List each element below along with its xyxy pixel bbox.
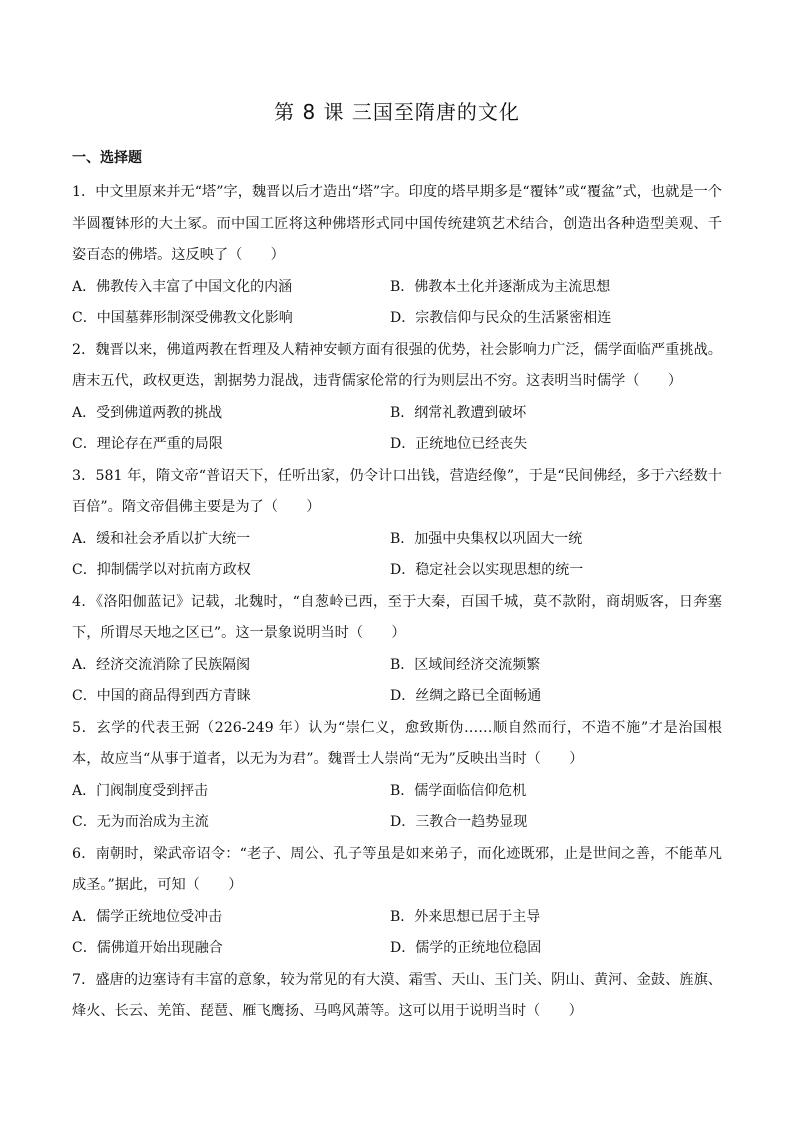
option-d: D．正统地位已经丧失 (390, 436, 528, 452)
option-grid (72, 398, 722, 461)
option-b: B．佛教本土化并逐渐成为主流思想 (390, 278, 611, 295)
question-list (72, 177, 722, 1028)
option-d: D．宗教信仰与民众的生活紧密相连 (390, 310, 612, 326)
option-d: D．稳定社会以实现思想的统一 (390, 562, 584, 578)
option-grid (72, 650, 722, 713)
option-c: C．中国的商品得到西方青睐 (72, 688, 251, 704)
option-a: A．经济交流消除了民族隔阂 (72, 656, 251, 673)
question-7 (72, 965, 722, 1028)
option-a: A．儒学正统地位受冲击 (72, 908, 223, 925)
option-grid (72, 776, 722, 839)
option-b: B．纲常礼教遭到破坏 (390, 404, 527, 421)
option-a: A．门阀制度受到抨击 (72, 782, 209, 799)
question-stem: 1．中文里原来并无“塔”字，魏晋以后才造出“塔”字。印度的塔早期多是“覆钵”或“覆盆”式，也就是一个半圆覆钵形的大土冢。而中国工匠将这种佛塔形式同中国传统建筑艺术结合，创造出各种造型美观、千姿百态的佛塔。这反映了（ ） (72, 184, 722, 263)
question-stem: 6．南朝时，梁武帝诏令：“老子、周公、孔子等虽是如来弟子，而化迹既邪，止是世间之善，不能革凡成圣。”据此，可知（ ） (72, 845, 722, 893)
option-d: D．儒学的正统地位稳固 (390, 940, 542, 956)
option-c: C．中国墓葬形制深受佛教文化影响 (72, 310, 293, 326)
option-b: B．加强中央集权以巩固大一统 (390, 530, 583, 547)
option-c: C．抑制儒学以对抗南方政权 (72, 562, 251, 578)
option-b: B．区域间经济交流频繁 (390, 656, 541, 673)
document-page (72, 96, 722, 1028)
option-a: A．缓和社会矛盾以扩大统一 (72, 530, 251, 547)
question-3 (72, 461, 722, 587)
option-grid (72, 524, 722, 587)
question-6 (72, 839, 722, 965)
option-b: B．外来思想已居于主导 (390, 908, 541, 925)
question-stem: 3．581 年，隋文帝“普诏天下，任听出家，仍令计口出钱，营造经像”，于是“民间佛经，多于六经数十百倍”。隋文帝倡佛主要是为了（ ） (72, 467, 722, 515)
option-d: D．丝绸之路已全面畅通 (390, 688, 542, 704)
option-grid (72, 272, 722, 335)
option-c: C．理论存在严重的局限 (72, 436, 223, 452)
option-c: C．儒佛道开始出现融合 (72, 940, 223, 956)
option-c: C．无为而治成为主流 (72, 814, 209, 830)
option-b: B．儒学面临信仰危机 (390, 782, 527, 799)
question-5 (72, 713, 722, 839)
question-2 (72, 335, 722, 461)
question-stem: 2．魏晋以来，佛道两教在哲理及人精神安顿方面有很强的优势，社会影响力广泛，儒学面临严重挑战。唐末五代，政权更迭，割据势力混战，违背儒家伦常的行为则层出不穷。这表明当时儒学（ ） (72, 341, 722, 389)
option-a: A．佛教传入丰富了中国文化的内涵 (72, 278, 293, 295)
option-grid (72, 902, 722, 965)
question-stem: 4．《洛阳伽蓝记》记载，北魏时，“自葱岭已西，至于大秦，百国千城，莫不款附，商胡贩客，日奔塞下，所谓尽天地之区已”。这一景象说明当时（ ） (72, 593, 722, 641)
question-4 (72, 587, 722, 713)
option-d: D．三教合一趋势显现 (390, 814, 528, 830)
question-1 (72, 177, 722, 335)
question-stem: 5．玄学的代表王弼（226-249 年）认为“崇仁义，愈致斯伪……顺自然而行，不造不施”才是治国根本，故应当“从事于道者，以无为为君”。魏晋士人崇尚“无为”反映出当时（ ） (72, 719, 722, 767)
section-heading: 一、选择题 (72, 150, 142, 166)
option-a: A．受到佛道两教的挑战 (72, 404, 223, 421)
page-title: 第 8 课 三国至隋唐的文化 (274, 100, 520, 124)
question-stem: 7．盛唐的边塞诗有丰富的意象，较为常见的有大漠、霜雪、天山、玉门关、阴山、黄河、金鼓、旌旗、烽火、长云、羌笛、琵琶、雁飞鹰扬、马鸣风萧等。这可以用于说明当时（ ） (72, 971, 722, 1019)
